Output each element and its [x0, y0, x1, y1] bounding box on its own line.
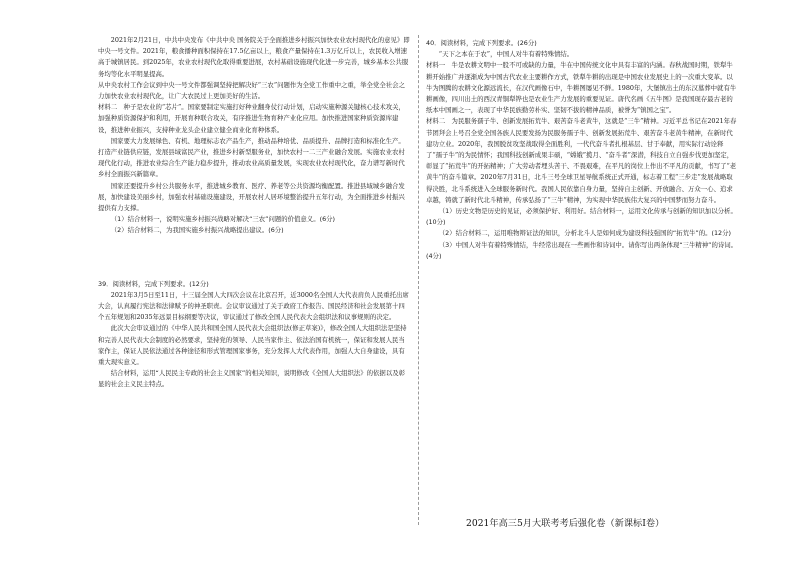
q40-subquestion-2: （2）结合材料二，运用唯物辩证法的知识，分析北斗人是如何成为建设科技强国的“拓荒牛”的。(12分): [438, 229, 732, 238]
q40-subquestion-1: （1）历史文物是历史的见证，必须保护好、利用好。结合材料一，运用文化传承与创新的知识加以分析。(10分): [426, 207, 737, 227]
exam-footer-title: 2021年高三5月大联考考后强化卷（新课标Ⅰ卷）: [466, 518, 665, 529]
q38-paragraph: 国家还要提升乡村公共服务水平，推进城乡教育、医疗、养老等公共资源均衡配置。推进县域城乡融合发展，加快建设美丽乡村，加强农村基础设施建设，开展农村人居环境整治提升五年行动，为全面推进乡村振兴提供有力支撑。: [98, 181, 405, 213]
q38-paragraph: 国家要大力发展绿色、有机、地理标志农产品生产，推动品种培优、品质提升、品牌打造和标准化生产。打造产业链供应链，发展县域富民产业，推进乡村新型服务业，加快农村一二三产业融合发展。实施农业农村现代化行动，推进农业综合生产能力稳步提升，推动农业高质量发展，实现农业农村现代化，奋力谱写新时代乡村全面振兴新篇章。: [98, 136, 405, 179]
q38-paragraph: 从中央农村工作会议到中央一号文件都强调坚持把解决好“三农”问题作为全党工作重中之重，举全党全社会之力加快农业农村现代化，让广大农民过上更加美好的生活。: [98, 80, 405, 101]
answer-space: [98, 237, 410, 279]
q38-subquestion-1: （1）结合材料一，说明实施乡村振兴战略对解决“三农”问题的价值意义。(6分): [110, 215, 336, 224]
q38-paragraph: 2021年2月21日，中共中央发布《中共中央 国务院关于全面推进乡村振兴加快农业农村现代化的意见》即中央一号文件。2021年，粮食播种面积保持在17.5亿亩以上，粮食产量保持在1.3万亿斤以上，农民收入增速高于城镇居民。到2025年，农业农村现代化取得重要进展，农村基础设施现代化进一步完善，城乡基本公共服务均等化水平明显提高。: [98, 36, 410, 78]
q39-paragraph: 此次大会审议通过的《中华人民共和国全国人民代表大会组织法(修正草案)》，修改全国人大组织法是坚持和完善人民代表大会制度的必然要求，坚持党的领导、人民当家作主、依法治国有机统一，保证和发展人民当家作主，保证人民依法通过各种途径和形式管理国家事务，充分发挥人大代表作用，加强人大自身建设，具有重大现实意义。: [98, 324, 407, 367]
q40-intro: “天下之本在于农”，中国人对牛有着特殊情结。: [438, 50, 574, 59]
q39-paragraph: 2021年3月5日至11日，十三届全国人大四次会议在北京召开，近3000名全国人大代表肩负人民重托出席大会，认真履行宪法和法律赋予的神圣职责。会议审议通过了关于政府工作报告、国民经济和社会发展第十四个五年规划和2035年远景目标纲要等决议，审议通过了修改全国人民代表大会组织法和议事规则的决定。: [98, 290, 409, 322]
q38-material-2: 材料二 种子是农业的“芯片”。国家要制定实施打好种业翻身仗行动计划，启动实施种源关键核心技术攻关，加强种质资源保护和利用，开展育种联合攻关，有序推进生物育种产业化应用。加快推进国家种质资源库建设，推进种业振兴，支持种业龙头企业建立健全商业化育种体系。: [98, 103, 405, 134]
q39-subquestion: 结合材料，运用“人民民主专政的社会主义国家”的相关知识，说明修改《全国人大组织法》的依据以及彰显的社会主义民主特点。: [98, 369, 405, 389]
left-column: [98, 35, 410, 391]
q40-subquestion-3: （3）中国人对牛有着特殊情结，牛经常出现在一些画作和诗词中。请你写出两条体现“三牛精神”的诗词。(4分): [426, 240, 738, 260]
q38-subquestion-2: （2）结合材料二，为我国实施乡村振兴战略提出建议。(6分): [110, 226, 284, 235]
q40-material-2: 材料二 为民服务孺子牛、创新发展拓荒牛、艰苦奋斗老黄牛，这就是“三牛”精神。习近平总书记在2021年春节团拜会上号召全党全国各族人民要发扬为民服务孺子牛、创新发展拓荒牛、艰苦奋斗老黄牛精神，在新时代建功立业。2020年，我国脱贫攻坚战取得全面胜利，一代代奋斗者扎根基层、甘于奉献，用实际行动诠释了“孺子牛”的为民情怀；我国科技创新成果丰硕，“嫦娥”揽月、“奋斗者”深潜，科技自立自强步伐更加坚定，彰显了“拓荒牛”的开拓精神；广大劳动者埋头苦干、不畏艰难，在平凡的岗位上作出不平凡的贡献，书写了“老黄牛”的奋斗篇章。2020年7月31日，北斗三号全球卫星导航系统正式开通，标志着工程“三步走”发展战略取得决胜，北斗系统进入全球服务新时代。我国人民依靠自身力量，坚持自主创新、开放融合、万众一心、追求卓越，铸就了新时代北斗精神，传承弘扬了“三牛”精神，为实现中华民族伟大复兴的中国梦而努力奋斗。: [426, 117, 737, 204]
q39-heading: 39．阅读材料，完成下列要求。(12分): [98, 279, 209, 288]
q40-material-1: 材料一 牛是农耕文明中一股不可或缺的力量，牛在中国传统文化中具有丰富的内涵。春秋战国时期，铁犁牛耕开始推广并逐渐成为中国古代农业主要耕作方式，铁犁牛耕的出现是中国农业发展史上的一次重大变革。以牛为图腾的农耕文化源远流长，在汉代画像石中，牛耕图屡见不鲜。1980年，大堡镇出土的东汉墓葬中就有牛耕画像，四川出土的西汉青铜犁铧也是农业生产力发展的重要见证。唐代名画《五牛图》是我国现存最古老的纸本中国画之一，表现了中华民族勤劳朴实、坚韧不拔的精神品质，被誉为“镇国之宝”。: [426, 61, 737, 115]
right-column: [426, 38, 738, 262]
q40-heading: 40．阅读材料，完成下列要求。(26分): [426, 39, 537, 47]
column-divider: [418, 35, 419, 525]
